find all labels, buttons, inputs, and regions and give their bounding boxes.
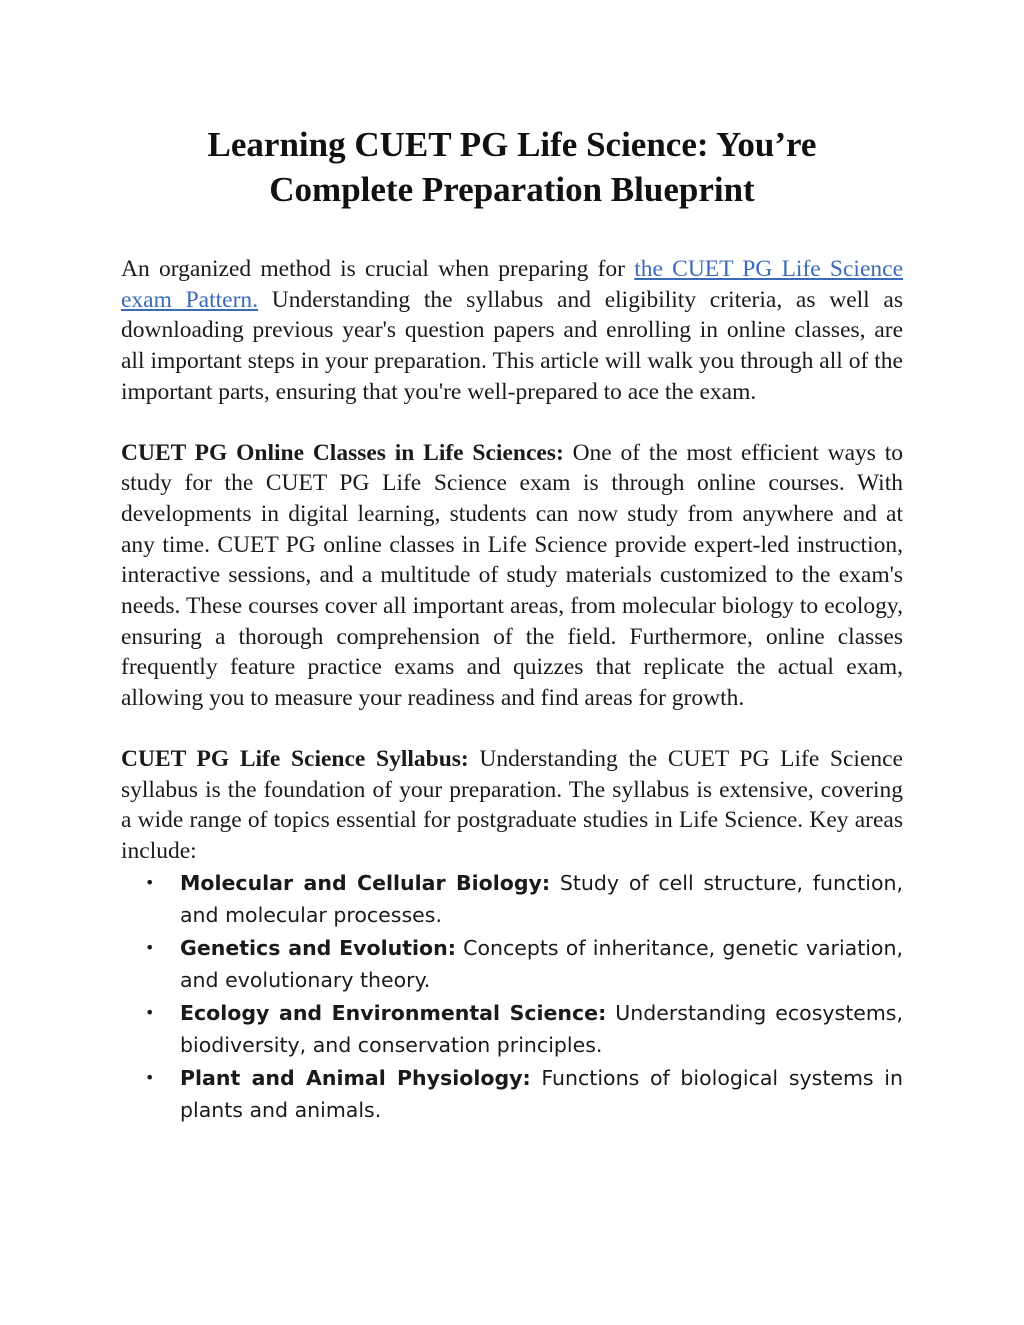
online-classes-paragraph xyxy=(121,438,903,714)
syllabus-paragraph xyxy=(121,744,903,867)
exam-pattern-link[interactable]: the CUET PG Life Science exam Pattern. xyxy=(121,256,904,313)
bullet-icon: • xyxy=(145,872,155,892)
list-item xyxy=(145,867,903,932)
key-area-term: Plant and Animal Physiology: xyxy=(180,1065,531,1090)
key-area-desc: Study of cell structure, function, and molecular processes. xyxy=(180,870,903,928)
online-classes-body: One of the most efficient ways to study for the CUET PG Life Science exam is through online courses. With developments in digital learning, students can now study from anywhere and at any time. CUET PG online classes in Life Science provide expert-led instruction, interactive sessions, and a multitude of study materials customized to the exam's needs. These courses cover all important areas, from molecular biology to ecology, ensuring a thorough comprehension of the field. Furthermore, online classes frequently feature practice exams and quizzes that replicate the actual exam, allowing you to measure your readiness and find areas for growth. xyxy=(121,439,903,712)
syllabus-body: Understanding the CUET PG Life Science syllabus is the foundation of your preparation. The syllabus is extensive, covering a wide range of topics essential for postgraduate studies in Life Science. Key areas include: xyxy=(121,745,903,864)
key-area-term: Ecology and Environmental Science: xyxy=(180,1000,607,1025)
page-title xyxy=(121,122,903,212)
title-line-2: Complete Preparation Blueprint xyxy=(269,170,755,209)
key-area-desc: Concepts of inheritance, genetic variation, and evolutionary theory. xyxy=(180,935,903,993)
key-area-term: Genetics and Evolution: xyxy=(180,935,456,960)
list-item xyxy=(145,1062,903,1127)
syllabus-heading: CUET PG Life Science Syllabus: xyxy=(121,745,469,772)
key-area-desc: Understanding ecosystems, biodiversity, and conservation principles. xyxy=(180,1000,904,1058)
intro-text-before-link: An organized method is crucial when preparing for xyxy=(121,256,635,282)
key-areas-list xyxy=(121,867,903,1127)
key-area-desc: Functions of biological systems in plants and animals. xyxy=(180,1065,903,1123)
key-area-term: Molecular and Cellular Biology: xyxy=(180,870,551,895)
bullet-icon: • xyxy=(145,1002,155,1022)
document-page xyxy=(121,122,903,1127)
list-item xyxy=(145,997,904,1062)
intro-text-after-link: Understanding the syllabus and eligibility criteria, as well as downloading previous year's question papers and enrolling in online classes, are all important steps in your preparation. This article will walk you through all of the important parts, ensuring that you're well-prepared to ace the exam. xyxy=(121,286,903,405)
intro-paragraph xyxy=(121,254,903,408)
bullet-icon: • xyxy=(145,937,155,957)
online-classes-heading: CUET PG Online Classes in Life Sciences: xyxy=(121,439,564,466)
list-item xyxy=(145,932,903,997)
bullet-icon: • xyxy=(145,1067,155,1087)
title-line-1: Learning CUET PG Life Science: You’re xyxy=(207,125,817,164)
